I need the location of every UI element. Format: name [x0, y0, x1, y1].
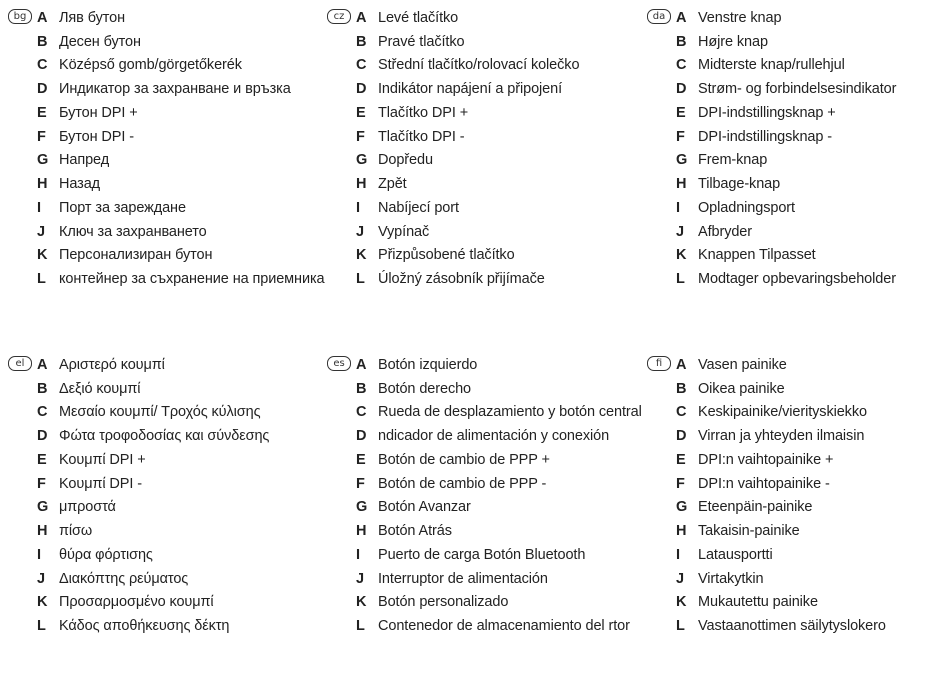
legend-letter: H: [37, 523, 48, 540]
legend-text: DPI-indstillingsknap +: [698, 104, 836, 121]
legend-text: контейнер за съхранение на приемника: [59, 271, 325, 288]
legend-text: Venstre knap: [698, 9, 782, 26]
legend-text: Nabíjecí port: [378, 199, 459, 216]
legend-text: Botón derecho: [378, 380, 472, 397]
language-code-badge: es: [327, 356, 351, 371]
legend-item: [676, 424, 950, 448]
legend-letter: C: [676, 57, 687, 74]
legend-item: [356, 125, 656, 149]
legend-text: Vypínač: [378, 223, 430, 240]
legend-item: [37, 519, 337, 543]
legend-letter: L: [37, 618, 46, 635]
legend-item: [37, 172, 337, 196]
legend-item: [37, 6, 337, 30]
legend-text: Μεσαίο κουμπί/ Τροχός κύλισης: [59, 404, 261, 421]
legend-text: Virran ja yhteyden ilmaisin: [698, 428, 865, 445]
legend-text: Eteenpäin-painike: [698, 499, 813, 516]
legend-text: Назад: [59, 176, 101, 193]
legend-letter: A: [37, 9, 48, 26]
legend-text: Vasen painike: [698, 356, 787, 373]
legend-text: Φώτα τροφοδοσίας και σύνδεσης: [59, 428, 270, 445]
legend-item: [676, 77, 950, 101]
legend-item: [676, 353, 950, 377]
legend-letter: A: [676, 356, 687, 373]
legend-letter: C: [356, 404, 367, 421]
legend-letter: J: [356, 570, 365, 587]
legend-letter: E: [356, 451, 366, 468]
legend-letter: A: [37, 356, 48, 373]
legend-letter: G: [37, 152, 49, 169]
legend-letter: B: [37, 380, 48, 397]
legend-letter: B: [676, 33, 687, 50]
legend-item: [676, 149, 950, 173]
legend-text: Десен бутон: [59, 33, 141, 50]
legend-text: Порт за зареждане: [59, 199, 186, 216]
legend-letter: C: [37, 404, 48, 421]
legend-item: [676, 496, 950, 520]
legend-letter: H: [676, 176, 687, 193]
legend-text: Botón de cambio de PPP +: [378, 451, 550, 468]
legend-letter: A: [676, 9, 687, 26]
legend-text: DPI:n vaihtopainike +: [698, 451, 834, 468]
legend-item: [676, 448, 950, 472]
lang-block-fi: [655, 353, 950, 638]
legend-item: [37, 377, 337, 401]
legend-letter: D: [676, 81, 687, 98]
legend-item: [356, 220, 656, 244]
legend-item: [676, 472, 950, 496]
legend-text: Contenedor de almacenamiento del rtor: [378, 618, 630, 635]
legend-text: Ключ за захранването: [59, 223, 207, 240]
legend-item: [676, 6, 950, 30]
language-code-badge: fi: [647, 356, 671, 371]
legend-letter: A: [356, 356, 367, 373]
legend-letter: B: [676, 380, 687, 397]
legend-letter: C: [37, 57, 48, 74]
legend-item: [676, 401, 950, 425]
legend-text: Персонализиран бутон: [59, 247, 213, 264]
legend-letter: J: [676, 570, 685, 587]
legend-text: Ляв бутон: [59, 9, 125, 26]
legend-item: [37, 591, 337, 615]
legend-text: Бутон DPI +: [59, 104, 138, 121]
legend-item: [356, 448, 656, 472]
legend-letter: I: [356, 546, 361, 563]
legend-text: Προσαρμοσμένο κουμπί: [59, 594, 214, 611]
legend-item: [676, 377, 950, 401]
legend-text: Κάδος αποθήκευσης δέκτη: [59, 618, 230, 635]
legend-letter: L: [676, 271, 685, 288]
language-code-badge: bg: [8, 9, 32, 24]
legend-item: [356, 172, 656, 196]
legend-item: [356, 244, 656, 268]
legend-item: [37, 567, 337, 591]
legend-item: [37, 54, 337, 78]
legend-item: [37, 424, 337, 448]
legend-text: Tlačítko DPI -: [378, 128, 465, 145]
legend-text: θύρα φόρτισης: [59, 546, 153, 563]
legend-text: πίσω: [59, 523, 93, 540]
legend-text: Puerto de carga Botón Bluetooth: [378, 546, 586, 563]
legend-text: Střední tlačítko/rolovací kolečko: [378, 57, 580, 74]
legend-letter: J: [676, 223, 685, 240]
legend-letter: L: [356, 618, 365, 635]
legend-text: Takaisin-painike: [698, 523, 800, 540]
legend-text: Tilbage-knap: [698, 176, 781, 193]
legend-text: Přizpůsobené tlačítko: [378, 247, 515, 264]
legend-letter: F: [676, 475, 685, 492]
legend-text: Mukautettu painike: [698, 594, 818, 611]
legend-item: [676, 519, 950, 543]
legend-text: Dopředu: [378, 152, 433, 169]
legend-letter: I: [676, 546, 681, 563]
legend-item: [356, 567, 656, 591]
legend-letter: D: [37, 81, 48, 98]
legend-text: Rueda de desplazamiento y botón central: [378, 404, 642, 421]
legend-text: Δεξιό κουμπί: [59, 380, 141, 397]
legend-item: [356, 424, 656, 448]
legend-item: [676, 125, 950, 149]
legend-letter: E: [37, 104, 47, 121]
legend-text: Напред: [59, 152, 110, 169]
legend-text: Frem-knap: [698, 152, 768, 169]
legend-item: [37, 101, 337, 125]
legend-letter: H: [37, 176, 48, 193]
legend-item: [37, 125, 337, 149]
legend-text: Indikátor napájení a připojení: [378, 81, 563, 98]
legend-item: [37, 353, 337, 377]
lang-block-da: [652, 6, 950, 291]
legend-item: [37, 496, 337, 520]
legend-item: [676, 614, 950, 638]
legend-text: Højre knap: [698, 33, 768, 50]
legend-text: DPI:n vaihtopainike -: [698, 475, 830, 492]
legend-letter: J: [356, 223, 365, 240]
legend-letter: E: [356, 104, 366, 121]
language-code-badge: cz: [327, 9, 351, 24]
legend-item: [676, 196, 950, 220]
legend-letter: K: [676, 594, 687, 611]
legend-text: Virtakytkin: [698, 570, 764, 587]
legend-item: [37, 30, 337, 54]
legend-item: [37, 149, 337, 173]
legend-letter: I: [676, 199, 681, 216]
legend-item: [676, 244, 950, 268]
legend-text: Modtager opbevaringsbeholder: [698, 271, 896, 288]
legend-item: [37, 472, 337, 496]
legend-letter: F: [356, 475, 365, 492]
legend-item: [676, 101, 950, 125]
legend-text: Индикатор за захранване и връзка: [59, 81, 291, 98]
legend-item: [676, 30, 950, 54]
legend-item: [356, 30, 656, 54]
legend-letter: B: [356, 33, 367, 50]
legend-item: [37, 448, 337, 472]
legend-text: Κουμπί DPI -: [59, 475, 142, 492]
legend-text: Keskipainike/vierityskiekko: [698, 404, 867, 421]
legend-text: Levé tlačítko: [378, 9, 459, 26]
legend-letter: E: [676, 104, 686, 121]
legend-text: Zpět: [378, 176, 407, 193]
legend-item: [356, 591, 656, 615]
legend-item: [37, 220, 337, 244]
legend-item: [356, 267, 656, 291]
legend-item: [356, 101, 656, 125]
lang-block-es: [333, 353, 656, 638]
legend-letter: F: [356, 128, 365, 145]
legend-text: Középső gomb/görgetőkerék: [59, 57, 242, 74]
lang-block-el: [15, 353, 337, 638]
legend-letter: D: [676, 428, 687, 445]
legend-item: [37, 614, 337, 638]
language-code-badge: el: [8, 356, 32, 371]
legend-item: [37, 196, 337, 220]
legend-text: μπροστά: [59, 499, 116, 516]
legend-letter: C: [356, 57, 367, 74]
legend-item: [676, 172, 950, 196]
legend-item: [356, 519, 656, 543]
legend-letter: E: [37, 451, 47, 468]
legend-item: [356, 377, 656, 401]
legend-letter: K: [37, 247, 48, 264]
legend-letter: L: [676, 618, 685, 635]
legend-text: Botón Avanzar: [378, 499, 471, 516]
legend-item: [676, 267, 950, 291]
legend-text: Afbryder: [698, 223, 752, 240]
legend-item: [356, 54, 656, 78]
lang-block-bg: [13, 6, 337, 291]
legend-item: [356, 77, 656, 101]
legend-item: [356, 496, 656, 520]
legend-item: [356, 353, 656, 377]
legend-letter: H: [676, 523, 687, 540]
legend-letter: J: [37, 223, 46, 240]
legend-letter: E: [676, 451, 686, 468]
legend-letter: K: [676, 247, 687, 264]
legend-letter: A: [356, 9, 367, 26]
language-code-badge: da: [647, 9, 671, 24]
legend-text: Vastaanottimen säilytyslokero: [698, 618, 886, 635]
legend-letter: I: [37, 199, 42, 216]
legend-letter: C: [676, 404, 687, 421]
legend-letter: I: [37, 546, 42, 563]
legend-item: [676, 567, 950, 591]
legend-text: Interruptor de alimentación: [378, 570, 548, 587]
legend-item: [356, 196, 656, 220]
legend-letter: K: [356, 594, 367, 611]
legend-letter: I: [356, 199, 361, 216]
legend-item: [37, 543, 337, 567]
legend-item: [37, 401, 337, 425]
legend-text: Botón personalizado: [378, 594, 509, 611]
legend-letter: G: [356, 499, 368, 516]
legend-letter: L: [356, 271, 365, 288]
legend-letter: K: [356, 247, 367, 264]
legend-item: [676, 220, 950, 244]
legend-text: Knappen Tilpasset: [698, 247, 816, 264]
legend-letter: F: [37, 128, 46, 145]
legend-letter: L: [37, 271, 46, 288]
legend-letter: F: [676, 128, 685, 145]
legend-text: ndicador de alimentación y conexión: [378, 428, 610, 445]
legend-letter: H: [356, 176, 367, 193]
legend-item: [37, 77, 337, 101]
legend-letter: D: [356, 81, 367, 98]
legend-item: [356, 149, 656, 173]
legend-text: Κουμπί DPI +: [59, 451, 146, 468]
legend-letter: H: [356, 523, 367, 540]
legend-text: Botón de cambio de PPP -: [378, 475, 547, 492]
legend-item: [356, 614, 656, 638]
legend-text: Latausportti: [698, 546, 773, 563]
legend-text: Botón Atrás: [378, 523, 452, 540]
legend-letter: B: [37, 33, 48, 50]
legend-text: Botón izquierdo: [378, 356, 478, 373]
legend-letter: B: [356, 380, 367, 397]
legend-letter: D: [356, 428, 367, 445]
legend-item: [356, 401, 656, 425]
lang-block-cz: [333, 6, 656, 291]
legend-text: Pravé tlačítko: [378, 33, 465, 50]
legend-text: DPI-indstillingsknap -: [698, 128, 832, 145]
legend-text: Opladningsport: [698, 199, 795, 216]
legend-item: [676, 54, 950, 78]
legend-item: [37, 244, 337, 268]
legend-text: Διακόπτης ρεύματος: [59, 570, 189, 587]
legend-text: Oikea painike: [698, 380, 785, 397]
legend-item: [356, 543, 656, 567]
legend-letter: J: [37, 570, 46, 587]
legend-item: [356, 6, 656, 30]
legend-letter: D: [37, 428, 48, 445]
legend-letter: F: [37, 475, 46, 492]
legend-letter: G: [356, 152, 368, 169]
legend-text: Αριστερό κουμπί: [59, 356, 165, 373]
legend-letter: K: [37, 594, 48, 611]
legend-text: Úložný zásobník přijímače: [378, 271, 545, 288]
legend-letter: G: [37, 499, 49, 516]
legend-text: Strøm- og forbindelsesindikator: [698, 81, 897, 98]
legend-item: [676, 543, 950, 567]
legend-text: Бутон DPI -: [59, 128, 134, 145]
legend-text: Tlačítko DPI +: [378, 104, 469, 121]
legend-letter: G: [676, 152, 688, 169]
legend-item: [676, 591, 950, 615]
legend-item: [356, 472, 656, 496]
legend-letter: G: [676, 499, 688, 516]
legend-item: [37, 267, 337, 291]
legend-text: Midterste knap/rullehjul: [698, 57, 845, 74]
